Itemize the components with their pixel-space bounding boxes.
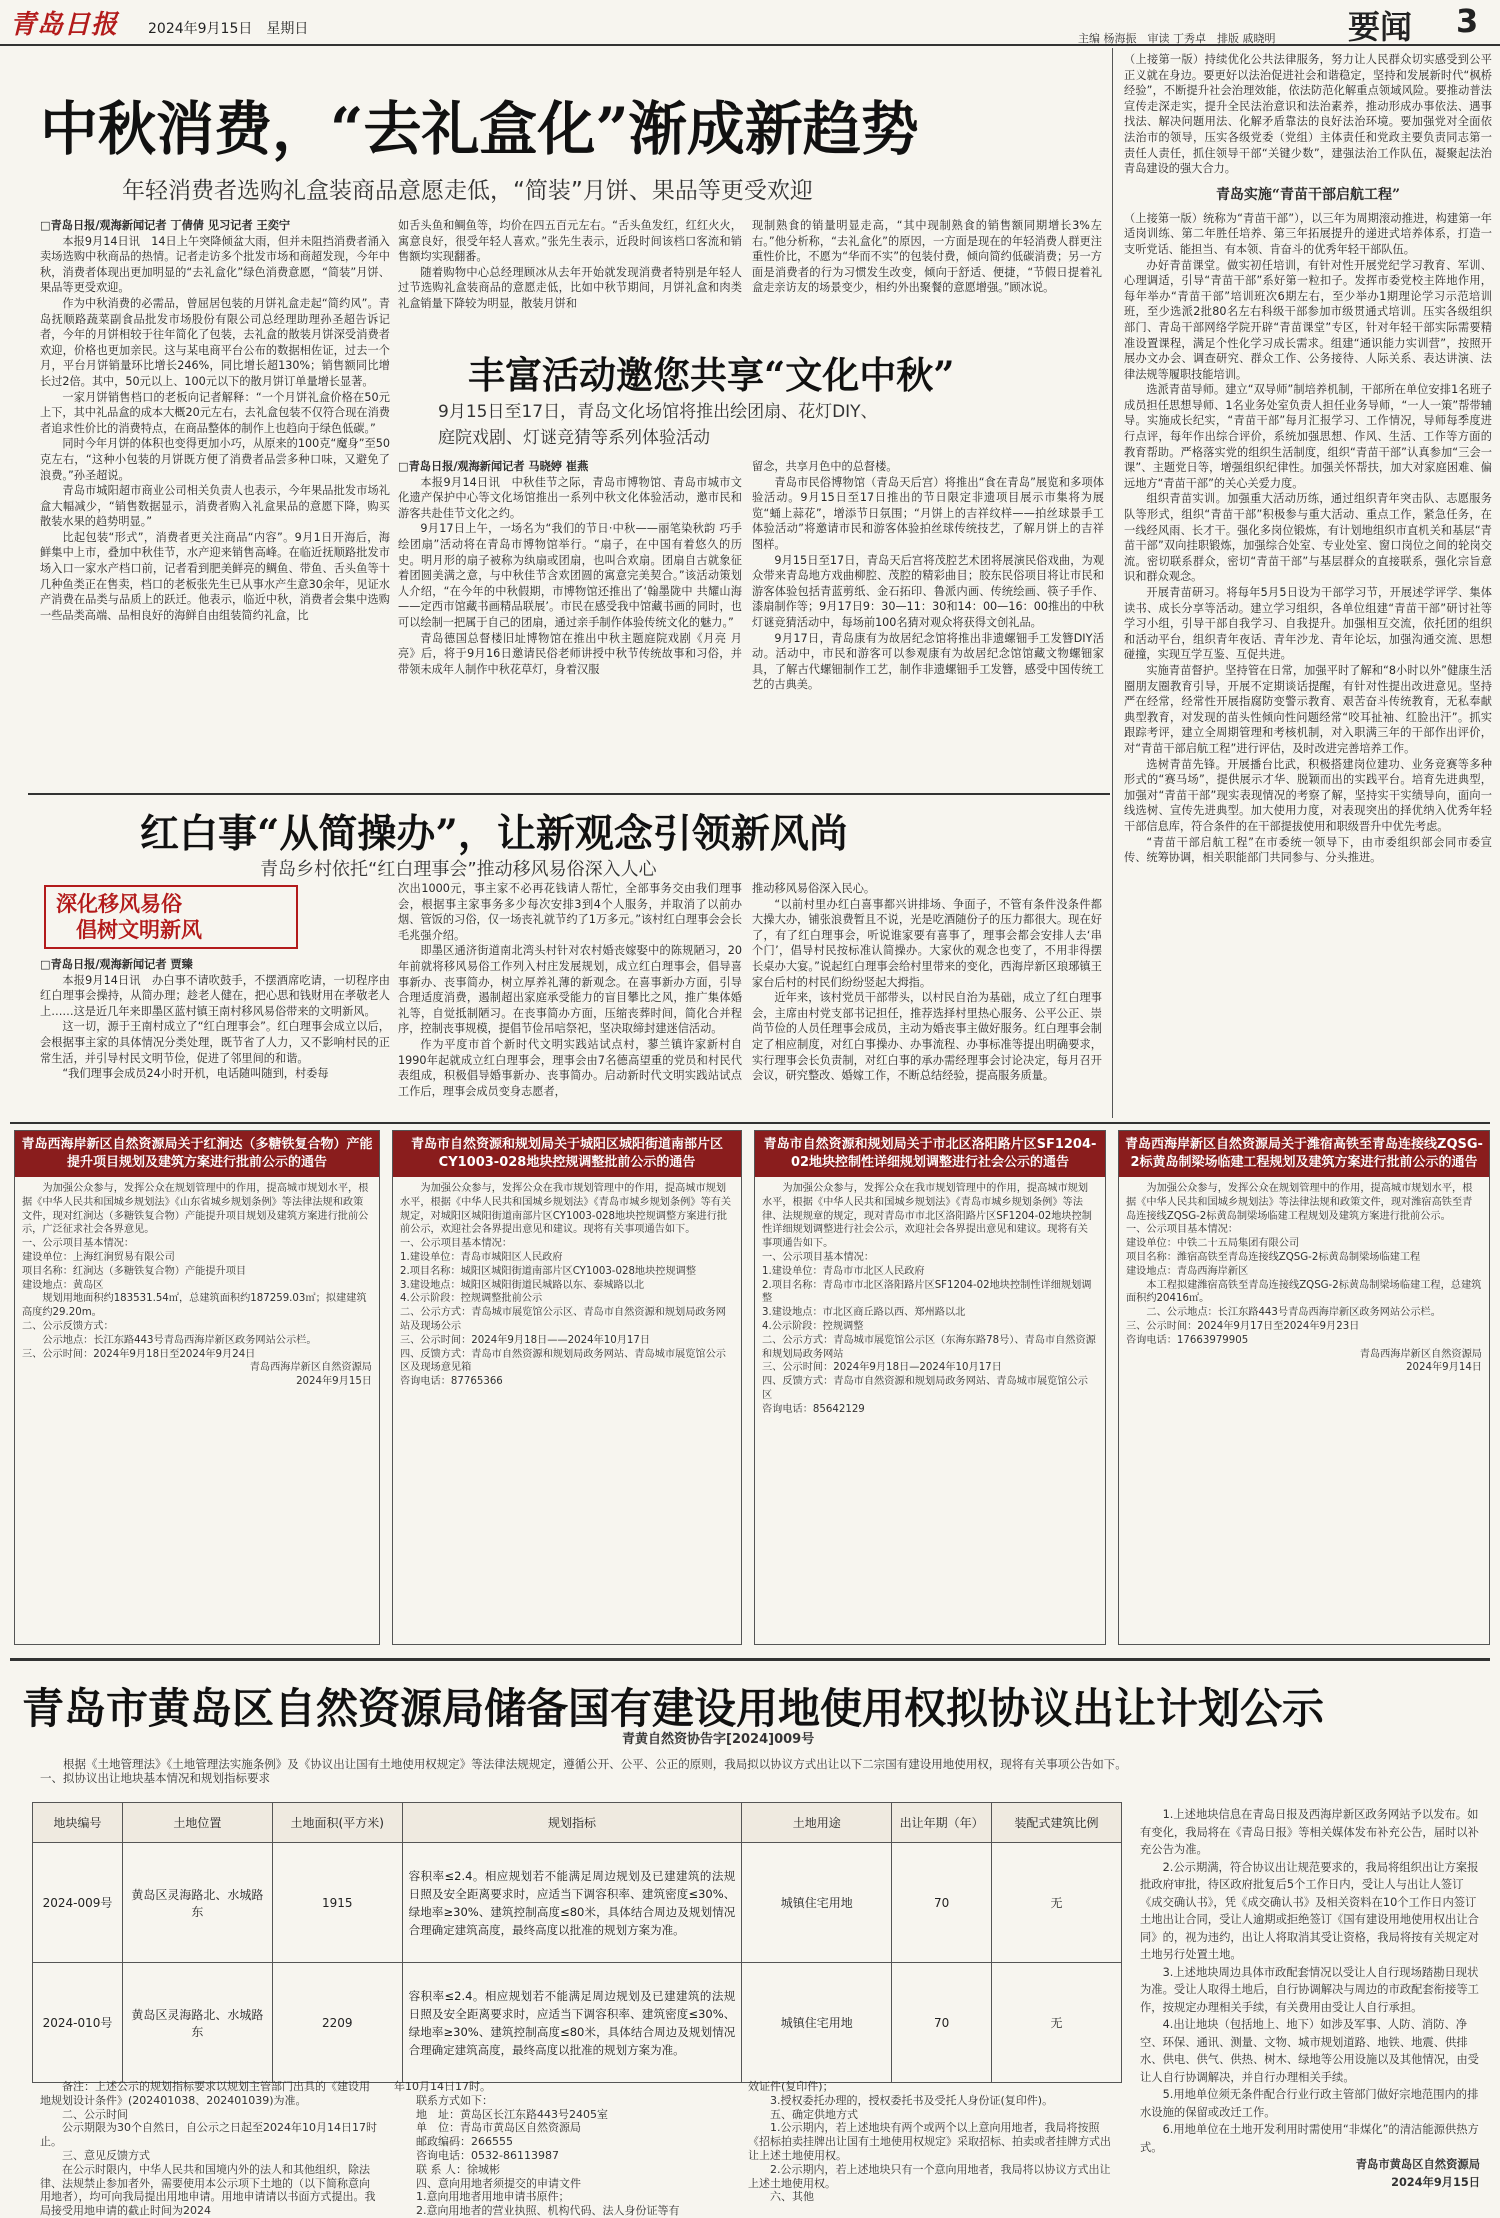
notice-body <box>15 1177 379 1394</box>
notice-paragraph: 3.上述地块周边具体市政配套情况以受让人自行现场踏勘日现状为准。受让人取得土地后，自行协调解决与周边的市政配套衔接等工作，按规定办理相关手续，有关费用由受让人自行承担。 <box>1140 1965 1479 2014</box>
notice-paragraph: 单 位：青岛市黄岛区自然资源局 <box>416 2121 581 2135</box>
notice-paragraph: 在公示时限内，中华人民共和国境内外的法人和其他组织，除法律、法规禁止参加者外，需要使用本公示项下土地的（以下简称意向用地者），均可向我局提出用地申请。用地申请请以书面方式提出。我局接受用地申请的截止时间为2024 <box>40 2162 376 2218</box>
table-cell: 2024-010号 <box>33 1963 123 2083</box>
notice-paragraph: 建设地点：青岛西海岸新区 <box>1126 1265 1249 1277</box>
notice-title: 青岛市自然资源和规划局关于城阳区城阳街道南部片区CY1003-028地块控规调整批前公示的通告 <box>393 1131 741 1177</box>
article-paragraph: 办好青苗课堂。做实初任培训，有针对性开展党纪学习教育、军训、心理调适，引导“青苗干部”系好第一粒扣子。发挥市委党校主阵地作用，每年举办“青苗干部”培训班次6期左右，至少举办1期理论学习示范培训班，至少选派2批80名左右科级干部参加市级贯通式培训。压实各级组织部门、青岛干部网络学院开辟“青苗课堂”专区，针对年轻干部实际需要精准设置课程，满足个性化学习成长需求。组建“通识能力实训营”，按照开展办文办会、调查研究、群众工作、公务接待、人际关系、表达讲演、法律法规等履职技能培训。 <box>1124 258 1492 381</box>
notice-paragraph: 2.公示期内，若上述地块只有一个意向用地者，我局将以协议方式出让上述土地使用权。 <box>748 2162 1111 2190</box>
table-header: 土地面积(平方米) <box>272 1803 402 1843</box>
notice-body <box>1119 1177 1489 1380</box>
article-paragraph: 即墨区通济街道南北湾头村针对农村婚丧嫁娶中的陈规陋习，20年前就将移风易俗工作列入村庄发展规划，成立红白理事会，倡导喜事新办、丧事简办，树立厚养礼薄的新观念。在喜事新办方面，引导合理适度消费，遏制超出家庭承受能力的盲目攀比之风，推广集体婚礼等，自觉抵制陋习。在丧事简办方面，压缩丧葬时间，简化合并程序，控制丧事规模，提倡节俭吊唁祭祀，坚决取缔封建迷信活动。 <box>398 944 742 1036</box>
table-header: 出让年期（年） <box>892 1803 992 1843</box>
article-column <box>398 459 742 784</box>
article-paragraph: 如舌头鱼和鲷鱼等，均价在四五百元左右。“舌头鱼发红，红红火火，寓意良好，很受年轻人喜欢。”张先生表示，近段时间该档口客流和销售额均实现翻番。 <box>398 219 742 264</box>
article-column <box>40 218 390 788</box>
article-headline: 青岛实施“青苗干部启航工程” <box>1215 186 1401 203</box>
table-header-row <box>33 1803 1122 1843</box>
article-headline: 丰富活动邀您共享“文化中秋” <box>468 353 955 397</box>
land-notice <box>10 1662 1490 2218</box>
notice-title: 青岛西海岸新区自然资源局关于红涧达（多糖铁复合物）产能提升项目规划及建筑方案进行批前公示的通告 <box>15 1131 379 1177</box>
divider <box>28 793 1110 795</box>
notice-paragraph: 规划用地面积约183531.54㎡，总建筑面积约187259.03㎡；拟建建筑高度约29.20m。 <box>22 1293 367 1319</box>
notice-box <box>1118 1130 1490 1645</box>
notice-paragraph: 三、公示时间：2024年9月18日—2024年10月17日 <box>762 1362 1002 1374</box>
notice-paragraph: 二、公示反馈方式： <box>22 1320 114 1332</box>
notice-paragraph: 年10月14日17时。 <box>394 2080 491 2093</box>
notice-paragraph: 2.公示期满，符合协议出让规范要求的，我局将组织出让方案报批政府审批，待区政府批复后5个工作日内，受让人与出让人签订《成交确认书》，凭《成交确认书》及相关资料在10个工作日内签订土地出让合同，受让人逾期或拒绝签订《国有建设用地使用权出让合同》的，视为违约，出让人将取消其受让资格，我局将按有关规定对土地另行处置土地。 <box>1140 1860 1479 1961</box>
table-header: 土地用途 <box>742 1803 892 1843</box>
notice-paragraph: 为加强公众参与，发挥公众在规划管理中的作用，提高城市规划水平，根据《中华人民共和国城乡规划法》《山东省城乡规划条例》等法律法规和政策文件，现对红涧达（多糖铁复合物）产能提升项目规划及建筑方案进行批前公示，广泛征求社会各界意见。 <box>22 1183 369 1236</box>
article-paragraph: 开展青苗研习。将每年5月5日设为干部学习节，开展述学评学、集体读书、成长分享等活动。建立学习组织，各单位组建“青苗干部”研讨社等学习小组，引导干部自我学习、自我提升。加强相互交流，依托团的组织和活动平台，组织青年夜话、青年沙龙、青年论坛，加强沟通交流、思想碰撞，实现互学互鉴、互促共进。 <box>1124 586 1492 662</box>
article-paragraph: 9月17日，青岛康有为故居纪念馆将推出非遗螺钿手工发簪DIY活动。活动中，市民和游客可以参观康有为故居纪念馆馆藏文物螺钿家具，了解古代螺钿制作工艺，制作非遗螺钿手工发簪，感受中国传统工艺的古典美。 <box>752 631 1104 692</box>
article-paragraph: 选派青苗导师。建立“双导师”制培养机制，干部所在单位安排1名班子成员担任思想导师、1名业务处室负责人担任业务导师，“一人一策”帮带辅导。实施成长纪实，“青苗干部”每月汇报学习、工作情况，导师每季度进行点评，每年作出综合评价，系统加强思想、作风、生活、工作等方面的教育帮助。严格落实党的组织生活制度，组织“青苗干部”认真参加“三会一课”、主题党日等，增强组织纪律性。加强关怀帮扶，加大对家庭困难、偏远地方“青苗干部”的关心关爱力度。 <box>1124 383 1492 490</box>
notice-paragraph: 3.授权委托办理的，授权委托书及受托人身份证(复印件)。 <box>770 2093 1054 2107</box>
notice-paragraph: 地 址：黄岛区长江东路443号2405室 <box>416 2107 608 2121</box>
issue-date: 2024年9月15日 星期日 <box>148 21 309 37</box>
notice-signature: 青岛市黄岛区自然资源局 <box>1355 2158 1480 2171</box>
land-notes-column <box>394 2080 734 2218</box>
notice-paragraph: 1.意向用地者用地申请书原件； <box>416 2190 570 2204</box>
article-paragraph: （上接第一版）持续优化公共法律服务，努力让人民群众切实感受到公平正义就在身边。要更好以法治促进社会和谐稳定，坚持和发展新时代“枫桥经验”，不断提升社会治理效能，依法防范化解重点领域风险。要推动普法宣传走深走实，提升全民法治意识和法治素养，推动形成办事依法、遇事找法、解决问题用法、化解矛盾靠法的良好法治环境。要加强党对全面依法治市的领导，压实各级党委（党组）主体责任和党政主要负责同志第一责任人责任，抓住领导干部“关键少数”，建强法治工作队伍，凝聚起法治青岛建设的强大合力。 <box>1124 53 1492 176</box>
article-paragraph: “以前村里办红白喜事都兴讲排场、争面子，不管有条件没条件都大操大办，铺张浪费暂且不说，光是吃酒随份子的压力都很大。现在好了，有了红白理事会，听说谁家要有喜事了，理事会都会安排人去‘串个门’，倡导村民按标准认简操办。大家伙的观念也变了，不用非得摆长桌办大宴。”说起红白理事会给村里带来的变化，西海岸新区琅琊镇王家台后村的村民们纷纷竖起大拇指。 <box>752 897 1102 989</box>
notice-paragraph: 三、意见反馈方式 <box>62 2148 150 2162</box>
notice-paragraph: 邮政编码：266555 <box>416 2135 513 2149</box>
notice-paragraph: 一、公示项目基本情况： <box>762 1251 875 1263</box>
notice-paragraph: 6.用地单位在土地开发利用时需使用“非煤化”的清洁能源供热方式。 <box>1140 2123 1479 2154</box>
notice-paragraph: 建设单位：中铁二十五局集团有限公司 <box>1126 1238 1300 1250</box>
article-customs <box>0 797 1118 1125</box>
notice-box <box>14 1130 380 1645</box>
table-cell: 容积率≤2.4。相应规划若不能满足周边规划及已建建筑的法规日照及安全距离要求时，应适当下调容积率、建筑密度≤30%、绿地率≥30%、建筑控制高度≤80米，具体结合周边及规划情况合理确定建筑高度，最终高度以批准的规划方案为准。 <box>402 1843 742 1963</box>
table-cell: 1915 <box>272 1843 402 1963</box>
notice-paragraph: 咨询电话：0532-86113987 <box>416 2148 559 2162</box>
land-notice-intro <box>40 1758 1480 1786</box>
notice-paragraph: 五、确定供地方式 <box>770 2107 858 2121</box>
article-subheadline: 年轻消费者选购礼盒装商品意愿走低，“简装”月饼、果品等更受欢迎 <box>122 178 813 204</box>
divider <box>10 1658 1490 1661</box>
notice-date: 2024年9月14日 <box>1406 1362 1482 1374</box>
article-culture <box>398 345 1110 790</box>
topic-tag-line: 深化移风易俗 <box>56 891 182 916</box>
article-paragraph: 青岛市民俗博物馆（青岛天后宫）将推出“食在青岛”展览和多项体验活动。9月15日至17日推出的节日限定非遗项目展示市集将为展览“蛹上蒜花”，增添节日氛围；“月饼上的吉祥纹样——拍丝球景手工体验活动”将邀请市民和游客体验拍丝球传统技艺，了解月饼上的吉祥图样。 <box>752 475 1104 551</box>
notice-paragraph: 2.项目名称：城阳区城阳街道南部片区CY1003-028地块控规调整 <box>400 1265 697 1277</box>
notice-paragraph: 本工程拟建潍宿高铁至青岛连接线ZQSG-2标黄岛制梁场临建工程，总建筑面积约20416㎡。 <box>1126 1279 1482 1305</box>
notice-paragraph: 3.建设地点：市北区商丘路以西、郑州路以北 <box>762 1307 966 1319</box>
divider <box>10 1122 1490 1124</box>
table-cell: 黄岛区灵海路北、水城路东 <box>122 1843 272 1963</box>
notice-paragraph: 三、公示时间：2024年9月17日至2024年9月23日 <box>1126 1320 1360 1332</box>
notice-paragraph: 六、其他 <box>770 2190 814 2204</box>
article-column <box>398 881 742 1125</box>
newspaper-logo: 青岛日报 <box>10 10 119 40</box>
article-headline: 中秋消费，“去礼盒化”渐成新趋势 <box>40 95 919 163</box>
table-cell: 70 <box>892 1963 992 2083</box>
article-paragraph: 这一切，源于王南村成立了“红白理事会”。红白理事会成立以后，会根据事主家的具体情况分类处理，既节省了人力，又不影响村民的正常生活，并引导村民文明节俭，促进了邻里间的和谐。 <box>40 1020 390 1065</box>
notice-paragraph: 一、拟协议出让地块基本情况和规划指标要求 <box>40 1770 270 1785</box>
notice-paragraph: 四、意向用地者须提交的申请文件 <box>416 2176 581 2190</box>
notice-paragraph: 为加强公众参与，发挥公众在规划管理中的作用，提高城市规划水平，根据《中华人民共和国城乡规划法》等法律法规和政策文件，现对潍宿高铁至青岛连接线ZQSG-2标黄岛制梁场临建工程规划及建筑方案进行批前公示。 <box>1126 1183 1473 1222</box>
notice-paragraph: 联 系 人：徐城彬 <box>416 2162 500 2176</box>
notice-paragraph: 四、反馈方式：青岛市自然资源和规划局政务网站、青岛城市展览馆公示区及现场意见箱 <box>400 1348 726 1374</box>
table-cell: 城镇住宅用地 <box>742 1843 892 1963</box>
notice-paragraph: 二、公示方式：青岛城市展览馆公示区、青岛市自然资源和规划局政务网站及现场公示 <box>400 1307 726 1332</box>
article-paragraph: 现制熟食的销量明显走高，“其中现制熟食的销售额同期增长3%左右。”他分析称，“去礼盒化”的原因，一方面是现在的年轻消费人群更注重性价比，不愿为“华而不实”的包装付费，倾向简约低碳消费；另一方面是消费者的行为习惯发生改变，倾向于舒适、便捷，“节假日提着礼盒走亲访友的场景变少，相约外出聚餐的意愿增强。”顾冰说。 <box>752 219 1102 295</box>
column-divider <box>1112 48 1113 1118</box>
editor-credits: 主编 杨海振 审读 丁秀卓 排版 戚晓明 <box>1078 32 1276 45</box>
article-paragraph: （上接第一版）统称为“青苗干部”），以三年为周期滚动推进，构建第一年适岗训练、第二年胜任培养、第三年拓展提升的递进式培养体系，打造一支听党话、能担当、有本领、肯奋斗的优秀年轻干部队伍。 <box>1124 211 1492 256</box>
land-other-terms <box>1140 1806 1480 2189</box>
article-column <box>752 218 1102 338</box>
notice-paragraph: 一、公示项目基本情况： <box>1126 1224 1239 1236</box>
article-headline: 红白事“从简操办”，让新观念引领新风尚 <box>140 811 848 857</box>
land-notes-column <box>748 2080 1118 2204</box>
article-paragraph: 作为中秋消费的必需品，曾屈居包装的月饼礼盒走起“简约风”。青岛抚顺路蔬菜副食品批发市场股份有限公司总经理助理孙圣超告诉记者，今年的月饼相较于往年简化了包装，去礼盒的散装月饼深受消费者欢迎，价格也更加亲民。这与某电商平台公布的数据相佐证，过去一个月，平台月饼销量环比增长246%，同比增长超130%；销售额同比增长过2倍。其中，50元以上、100元以下的散月饼订单量增长显著。 <box>40 296 390 388</box>
notice-paragraph: 三、公示时间：2024年9月18日至2024年9月24日 <box>22 1348 256 1360</box>
land-table <box>32 1802 1122 2083</box>
notice-box <box>392 1130 742 1645</box>
masthead <box>0 0 1500 46</box>
notice-signature: 青岛西海岸新区自然资源局 <box>1359 1348 1482 1360</box>
table-row <box>33 1963 1122 2083</box>
notice-signature: 青岛西海岸新区自然资源局 <box>249 1362 372 1374</box>
notice-body <box>393 1177 741 1394</box>
table-cell: 无 <box>992 1843 1122 1963</box>
notice-paragraph: 一、公示项目基本情况： <box>400 1238 513 1250</box>
notice-paragraph: 项目名称：潍宿高铁至青岛连接线ZQSG-2标黄岛制梁场临建工程 <box>1126 1251 1421 1263</box>
table-header: 装配式建筑比例 <box>992 1803 1122 1843</box>
table-cell: 容积率≤2.4。相应规划若不能满足周边规划及已建建筑的法规日照及安全距离要求时，应适当下调容积率、建筑密度≤30%、绿地率≥30%、建筑控制高度≤80米，具体结合周边及规划情况合理确定建筑高度，最终高度以批准的规划方案为准。 <box>402 1963 742 2083</box>
section-name: 要闻 <box>1348 8 1413 46</box>
article-paragraph: 留念，共享月色中的总督楼。 <box>752 460 898 473</box>
notice-paragraph: 二、公示方式：青岛城市展览馆公示区（东海东路78号）、青岛市自然资源和规划局政务网站 <box>762 1334 1096 1360</box>
table-header: 地块编号 <box>33 1803 123 1843</box>
notice-paragraph: 三、公示时间：2024年9月18日——2024年10月17日 <box>400 1334 651 1346</box>
notice-paragraph: 5.用地单位须无条件配合行业行政主管部门做好宗地范围内的排水设施的保留或改迁工作。 <box>1140 2088 1479 2119</box>
table-cell: 70 <box>892 1843 992 1963</box>
notice-box <box>754 1130 1106 1645</box>
table-cell: 黄岛区灵海路北、水城路东 <box>122 1963 272 2083</box>
article-paragraph: 实施青苗督护。坚持管在日常，加强平时了解和“8小时以外”健康生活圈朋友圈教育引导，开展不定期谈话提醒，有针对性提出改进意见。坚持严在经常，经常性开展指腐防变警示教育、艰苦奋斗传统教育，无私奉献典型教育，对发现的苗头性倾向性问题经常“咬耳扯袖、红脸出汗”。抓实跟踪考评，建立全周期管理和考核机制，对入职满三年的干部作出评价，对“青苗干部启航工程”进行评估，及时改进完善培养工作。 <box>1124 663 1492 755</box>
table-cell: 2024-009号 <box>33 1843 123 1963</box>
notice-paragraph: 咨询电话：85642129 <box>762 1403 865 1415</box>
notice-paragraph: 咨询电话：17663979905 <box>1126 1334 1249 1346</box>
notice-paragraph: 为加强公众参与，发挥公众在我市规划管理中的作用，提高城市规划水平，根据《中华人民共和国城乡规划法》《青岛市城乡规划条例》等有关规定，对城阳区城阳街道南部片区CY1003-028地块控规调整方案进行批前公示，欢迎社会各界提出意见和建议。现将有关事项通告如下。 <box>400 1183 732 1236</box>
table-header: 规划指标 <box>402 1803 742 1843</box>
notice-paragraph: 2.意向用地者的营业执照、机构代码、法人身份证等有 <box>416 2204 680 2218</box>
article-paragraph: 本报9月14日讯 办白事不请吹鼓手，不摆酒席吃请，一切程序由红白理事会操持，从简办理；趁老人健在，把心思和钱财用在孝敬老人上……这是近几年来即墨区蓝村镇王南村移风易俗带来的文明新风。 <box>40 973 390 1018</box>
notice-paragraph: 1.建设单位：青岛市城阳区人民政府 <box>400 1251 563 1263</box>
notice-paragraph: 效证件(复印件)； <box>748 2080 834 2093</box>
notice-paragraph: 二、公示时间 <box>62 2107 128 2121</box>
article-paragraph: 组织青苗实训。加强重大活动历练，通过组织青年突击队、志愿服务队等形式，组织“青苗干部”积极参与重大活动、重点工作，紧急任务，在一线经风雨、长才干。强化多岗位锻炼，有计划地组织市直机关和基层“青苗干部”双向挂职锻炼，加强综合处室、专业处室、窗口岗位之间的轮岗交流。密切联系群众，密切“青苗干部”与基层群众的直接联系，强化宗旨意识和群众观念。 <box>1124 492 1492 584</box>
topic-tag-line: 倡树文明新风 <box>76 917 202 942</box>
notice-paragraph: 4.出让地块（包括地上、地下）如涉及军事、人防、消防、净空、环保、通讯、测量、文物、城市规划道路、地铁、地震、供排水、供电、供气、供热、树木、绿地等公用设施以及其他情况，由受让人自行协调解决，并自行办理相关手续。 <box>1140 2018 1479 2084</box>
article-subheadline: 9月15日至17日，青岛文化场馆将推出绘团扇、花灯DIY、 庭院戏剧、灯谜竞猜等系列体验活动 <box>438 402 878 448</box>
topic-tag <box>44 885 298 949</box>
table-row <box>33 1843 1122 1963</box>
article-paragraph: 本报9月14日讯 14日上午突降倾盆大雨，但并未阻挡消费者涌入卖场选购中秋商品的热情。记者走访多个批发市场和商超发现，今年中秋，消费者体现出更加明显的“去礼盒化”绿色消费意愿，“简装”月饼、果品等更受欢迎。 <box>40 234 390 295</box>
notice-paragraph: 根据《土地管理法》《土地管理法实施条例》及《协议出让国有土地使用权规定》等法律法规规定，遵循公开、公平、公正的原则，我局拟以协议方式出让以下二宗国有建设用地使用权，现将有关事项公告如下。 <box>63 1757 1127 1771</box>
article-paragraph: 本报9月14日讯 中秋佳节之际，青岛市博物馆、青岛市城市文化遗产保护中心等文化场馆推出一系列中秋文化体验活动，邀市民和游客共赴佳节文化之约。 <box>398 475 742 520</box>
notice-paragraph: 1.上述地块信息在青岛日报及西海岸新区政务网站予以发布。如有变化，我局将在《青岛日报》等相关媒体发布补充公告，届时以补充公告为准。 <box>1140 1808 1479 1856</box>
article-byline: □青岛日报/观海新闻记者 贾臻 <box>40 958 193 971</box>
article-paragraph: 随着购物中心总经理顾冰从去年开始就发现消费者特别是年轻人过节选购礼盒装商品的意愿走低，比如中秋节期间，月饼礼盒和肉类礼盒销量下降较为明显，散装月饼和 <box>398 265 742 310</box>
article-paragraph: 青岛德国总督楼旧址博物馆在推出中秋主题庭院戏剧《月亮 月亮》后，将于9月16日邀请民俗老师讲授中秋节传统故事和习俗，并带领未成年人制作中秋花草灯，身着汉服 <box>398 631 742 676</box>
table-cell: 城镇住宅用地 <box>742 1963 892 2083</box>
article-paragraph: 近年来，该村党员干部带头，以村民自治为基础，成立了红白理事会，主席由村党支部书记担任，推荐选择村里热心服务、公平公正、崇尚节俭的人员任理事会成员，主动为婚丧事主做好服务。红白理事会制定了相应制度，对红白事操办、办事流程、办事标准等提出明确要求，实行理事会长负责制，对红白事的承办需经理事会讨论决定，每月召开会议，研究整改、婚嫁工作，不断总结经验，提高服务质量。 <box>752 991 1102 1083</box>
article-byline: □青岛日报/观海新闻记者 丁倩倩 见习记者 王奕宁 <box>40 219 291 232</box>
notice-body <box>755 1177 1105 1422</box>
article-paragraph: 一家月饼销售档口的老板向记者解释：“一个月饼礼盒价格在50元上下，其中礼品盒的成本大概20元左右，去礼盒包装不仅符合现在消费者追求性价比的消费特点，在商品整体的制作上也趋向于绿色低碳。” <box>40 390 390 435</box>
land-notes-column <box>40 2080 380 2218</box>
notice-paragraph: 备注：上述公示的规划指标要求以规划主管部门出具的《建设用地规划设计条件》(202401038、202401039)为准。 <box>40 2080 370 2107</box>
article-paragraph: 9月17日上午，一场名为“我们的节日·中秋——丽笔染秋韵 巧手绘团扇”活动将在青岛市博物馆举行。“扇子，在中国有着悠久的历史。明月形的扇子被称为纨扇或团扇，也叫合欢扇。团扇自古就象征着团圆美满之意，与中秋佳节含欢团圆的寓意完美契合。”该活动策划人介绍，“在今年的中秋假期，市博物馆还推出了‘翰墨陇中 共耀山海——定西市馆藏书画精品联展’。市民在感受我中馆藏书画的同时，也可以绘制一把属于自己的团扇，通过亲手制作体验传统文化的魅力。” <box>398 522 742 629</box>
notice-paragraph: 为加强公众参与，发挥公众在我市规划管理中的作用，提高城市规划水平，根据《中华人民共和国城乡规划法》《青岛市城乡规划条例》等法律、法规规章的规定，现对青岛市市北区洛阳路片区SF1204-02地块控制性详细规划调整进行社会公示，欢迎社会各界提出意见和建议。现将有关事项通告如下。 <box>762 1183 1092 1250</box>
land-table-wrap <box>32 1802 1122 2083</box>
table-cell: 2209 <box>272 1963 402 2083</box>
notice-paragraph: 二、公示地点：长江东路443号青岛西海岸新区政务网站公示栏。 <box>1146 1307 1441 1319</box>
notice-paragraph: 2.项目名称：青岛市市北区洛阳路片区SF1204-02地块控制性详细规划调整 <box>762 1279 1092 1305</box>
land-notice-docno: 青黄自然资协告字[2024]009号 <box>622 1732 815 1747</box>
article-column <box>752 881 1102 1125</box>
article-paragraph: 同时今年月饼的体积也变得更加小巧，从原来的100克“魔身”至50克左右，“这种小包装的月饼既方便了消费者品尝多种口味，又避免了浪费。”孙圣超说。 <box>40 437 390 482</box>
notice-paragraph: 1.建设单位：青岛市市北区人民政府 <box>762 1265 925 1277</box>
article-column <box>40 957 390 1125</box>
notice-paragraph: 咨询电话：87765366 <box>400 1376 503 1388</box>
notice-paragraph: 四、反馈方式：青岛市自然资源和规划局政务网站、青岛城市展览馆公示区 <box>762 1376 1088 1401</box>
article-paragraph: “我们理事会成员24小时开机，电话随叫随到，村委每 <box>62 1067 329 1081</box>
notice-paragraph: 联系方式如下： <box>416 2093 493 2107</box>
article-paragraph: 比起包装“形式”，消费者更关注商品“内容”。9月1日开海后，海鲜集中上市，叠加中秋佳节，水产迎来销售高峰。在临近抚顺路批发市场入口一家水产档口前，记者看到肥美鲜亮的鲷鱼、带鱼、舌头鱼等十几种鱼类正在售卖，档口的老板张先生已从事水产生意30余年，见证水产消费在品类与品质上的跃迁。他表示，临近中秋，消费者会集中选购一些品类高端、品相良好的海鲜自由组装简约礼盒，比 <box>40 530 390 622</box>
article-paragraph: 次出1000元，事主家不必再花钱请人帮忙，全部事务交由我们理事会，根据事主家事务多少每次安排3到4个人服务，并取消了以前办烟、管饭的习俗，仅一场丧礼就节约了1万多元。”该村红白理事会会长毛兆强介绍。 <box>398 882 742 942</box>
article-paragraph: “青苗干部启航工程”在市委统一领导下，由市委组织部会同市委宣传、统筹协调，相关职能部门共同参与、分头推进。 <box>1124 835 1492 865</box>
notice-date: 2024年9月15日 <box>296 1376 372 1388</box>
notice-paragraph: 建设单位：上海红涧贸易有限公司 <box>22 1251 175 1263</box>
table-header: 土地位置 <box>122 1803 272 1843</box>
article-paragraph: 作为平度市首个新时代文明实践站试点村，蓼兰镇许家新村自1990年起就成立红白理事会，理事会由7名德高望重的党员和村民代表组成，积极倡导婚事新办、丧事简办。启动新时代文明实践站试点工作后，理事会成员变身志愿者， <box>398 1037 742 1098</box>
notice-paragraph: 1.公示期内，若上述地块有两个或两个以上意向用地者，我局将按照《招标拍卖挂牌出让国有土地使用权规定》采取招标、拍卖或者挂牌方式出让上述土地使用权。 <box>748 2121 1111 2162</box>
notice-paragraph: 3.建设地点：城阳区城阳街道民城路以东、泰城路以北 <box>400 1279 645 1291</box>
article-column <box>752 459 1104 784</box>
page-number: 3 <box>1456 2 1479 40</box>
article-column <box>398 218 742 338</box>
notice-date: 2024年9月15日 <box>1391 2175 1480 2189</box>
notice-title: 青岛西海岸新区自然资源局关于潍宿高铁至青岛连接线ZQSG-2标黄岛制梁场临建工程规划及建筑方案进行批前公示的通告 <box>1119 1131 1489 1177</box>
notice-paragraph: 4.公示阶段：控规调整 <box>762 1320 864 1332</box>
notice-paragraph: 建设地点：黄岛区 <box>22 1279 104 1291</box>
table-cell: 无 <box>992 1963 1122 2083</box>
notice-paragraph: 公示地点：长江东路443号青岛西海岸新区政务网站公示栏。 <box>42 1334 317 1346</box>
article-paragraph: 选树青苗先锋。开展播台比武，积极搭建岗位建功、业务竞赛等多种形式的“赛马场”，提供展示才华、脱颖而出的实践平台。培育先进典型，加强对“青苗干部”现实表现情况的考察了解，坚持实干实绩导向，面向一线选树、宣传先进典型。加大使用力度，对表现突出的择优纳入优秀年轻干部信息库，符合条件的在干部提拔使用和职级晋升中优先考虑。 <box>1124 757 1492 833</box>
article-byline: □青岛日报/观海新闻记者 马晓婷 崔燕 <box>398 460 589 473</box>
notice-paragraph: 项目名称：红涧达（多糖铁复合物）产能提升项目 <box>22 1265 247 1277</box>
land-notice-title: 青岛市黄岛区自然资源局储备国有建设用地使用权拟协议出让计划公示 <box>22 1684 1325 1733</box>
article-cadre-program <box>1124 52 1492 1118</box>
article-paragraph: 青岛市城阳超市商业公司相关负责人也表示，今年果品批发市场礼盒大幅减少，“销售数据显示，消费者购入礼盒果品的意愿下降，购买散装水果的趋势明显。” <box>40 484 390 529</box>
notice-title: 青岛市自然资源和规划局关于市北区洛阳路片区SF1204-02地块控制性详细规划调整进行社会公示的通告 <box>755 1131 1105 1177</box>
notice-paragraph: 公示期限为30个自然日，自公示之日起至2024年10月14日17时止。 <box>40 2121 377 2149</box>
notice-paragraph: 4.公示阶段：控规调整批前公示 <box>400 1293 543 1305</box>
notice-paragraph: 一、公示项目基本情况： <box>22 1238 135 1250</box>
article-paragraph: 9月15日至17日，青岛天后宫将茂腔艺术团将展演民俗戏曲，为观众带来青岛地方戏曲柳腔、茂腔的精彩曲目；胶东民俗项目将让市民和游客体验包括青蓝剪纸、金石拓印、鲁派内画、传统绘画、筷子手作、漆扇制作等；9月17日9：30—11：30和14：00—16：00推出的中秋灯谜竞猜活动中，每场前100名猜对观众将获得文创礼品。 <box>752 553 1104 629</box>
article-paragraph: 推动移风易俗深入民心。 <box>752 882 876 895</box>
article-subheadline: 青岛乡村依托“红白理事会”推动移风易俗深入人心 <box>260 859 657 880</box>
